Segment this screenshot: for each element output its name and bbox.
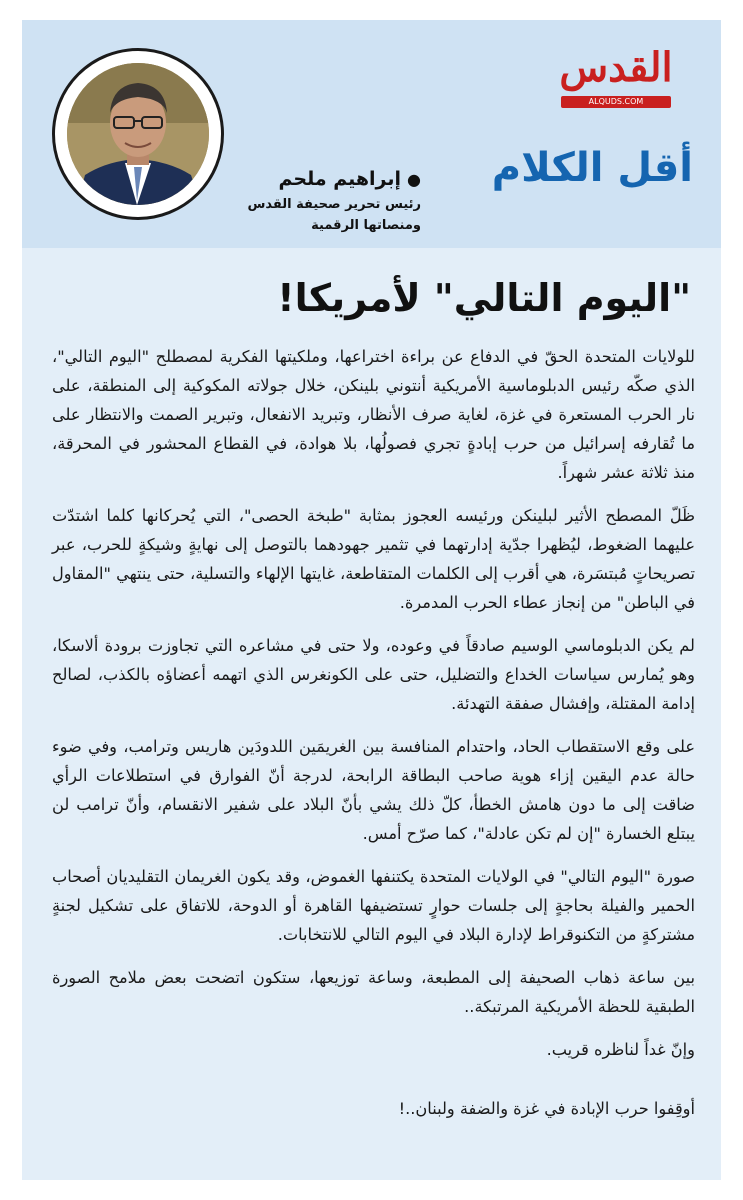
column-title: أقل الكلام [491,145,693,191]
article-paragraph: ظَلّ المصطح الأثير لبلينكن ورئيسه العجوز بمثابة "طبخة الحصى"، التي يُحركانها كلما اشتدّت عليهما الضغوط، ليُظهرا جدّية إدارتهما في تثمير جهودهما بالتوصل إلى نهايةٍ وشيكةٍ للحرب، عبر تصريحاتٍ مُبتسَرة، هي أقرب إلى الكلمات المتقاطعة، غايتها الإلهاء والتسلية، حتى ينتهي "المقاول في الباطن" من إنجاز عطاء الحرب المدمرة. [52,506,695,612]
article-paragraph: للولايات المتحدة الحقّ في الدفاع عن براءة اختراعها، وملكيتها الفكرية لمصطلح "اليوم التالي"، الذي صكّه رئيس الدبلوماسية الأمريكية أنتوني بلينكن، خلال جولاته المكوكية إلى المنطقة، على نار الحرب المستعرة في غزة، لغاية صرف الأنظار، وتبريد الانفعال، وتبرير الصمت والانتظار على ما تُقارفه إسرائيل من حرب إبادةٍ تجري فصولُها، بلا هوادة، في القطاع المحشور في المحرقة، منذ ثلاثة عشر شهراً. [52,347,695,482]
article-paragraph: وإنّ غداً لناظره قريب. [546,1040,695,1059]
author-info [201,165,421,236]
author-role: رئيس تحرير صحيفة القدس [247,197,421,212]
author-photo-frame [52,48,224,220]
logo-url: ALQUDS.COM [588,97,644,106]
author-photo [67,63,209,205]
author-name: إبراهيم ملحم [278,168,402,190]
article-paragraph: صورة "اليوم التالي" في الولايات المتحدة يكتنفها الغموض، وقد يكون الغريمان التقليديان أصحاب الحمير والفيلة بحاجةٍ إلى جلسات حوارٍ تستضيفها القاهرة أو الدوحة، للاتفاق على تشكيل لجنةٍ مشتركةٍ من التكنوقراط لإدارة البلاد في اليوم التالي للانتخابات. [52,867,695,944]
newspaper-logo [541,38,691,118]
newspaper-column-page [22,20,721,1180]
column-header [22,20,721,248]
author-name-line [201,165,421,194]
bullet-icon: ● [407,170,421,189]
author-role-2: ومنصاتها الرقمية [311,218,421,233]
article-paragraph: على وقع الاستقطاب الحاد، واحتدام المنافسة بين الغريمَين اللدودَين هاريس وترامب، وفي ضوء حالة عدم اليقين إزاء هوية صاحب البطاقة الرابحة، لدرجة أنّ الفوارق في استطلاعات الرأي ضاقت إلى ما دون هامش الخطأ، كلّ ذلك يشي بأنّ البلاد على شفير الانقسام، وأنّ ترامب لن يبتلع الخسارة "إن لم تكن عادلة"، كما صرّح أمس. [52,737,695,843]
article-headline: "اليوم التالي" لأمريكا! [277,276,691,320]
logo-wordmark: القدس [559,44,673,91]
article-closing: أوقِفوا حرب الإبادة في غزة والضفة ولبنان..! [398,1099,695,1118]
article-body [52,342,695,1137]
article-paragraph: لم يكن الدبلوماسي الوسيم صادقاً في وعوده، ولا حتى في مشاعره التي تجاوزت برودة ألاسكا، وهو يُمارس سياسات الخداع والتضليل، حتى على الكونغرس الذي اتهمه أعضاؤه بالكذب، لصالح إدامة المقتلة، وإفشال صفقة التهدئة. [52,636,695,713]
article-paragraph: بين ساعة ذهاب الصحيفة إلى المطبعة، وساعة توزيعها، ستكون اتضحت بعض ملامح الصورة الطبقية للحظة الأمريكية المرتبكة.. [52,968,695,1016]
